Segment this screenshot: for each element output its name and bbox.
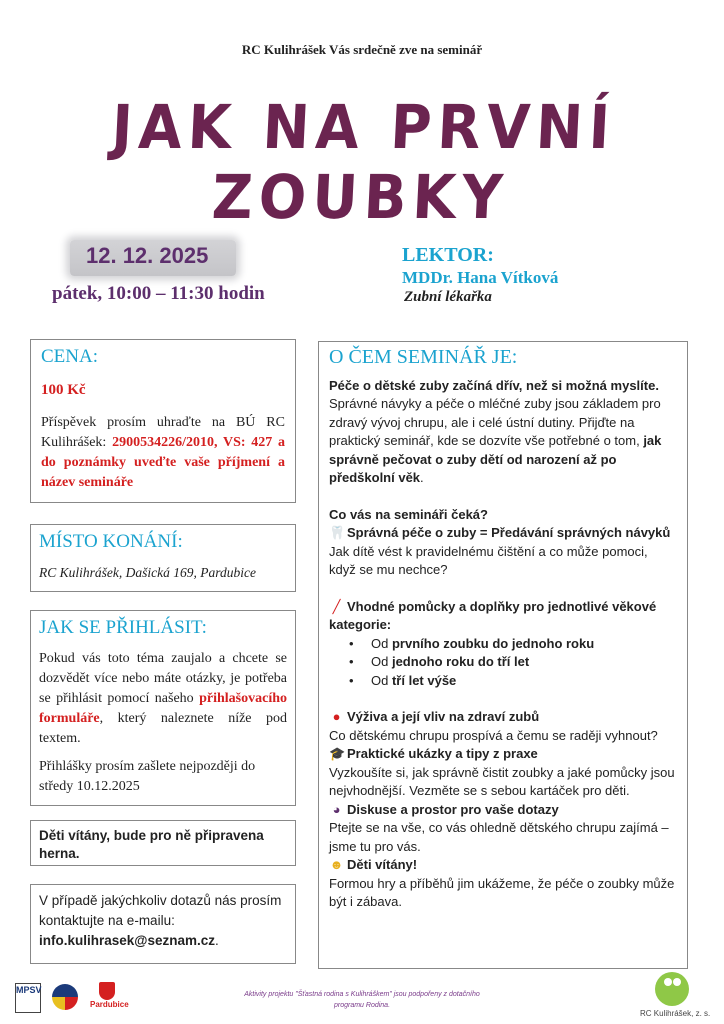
mpsv-logo: MPSV [15,983,41,1013]
partner-logo [52,984,78,1010]
section-3-title: Výživa a její vliv na zdraví zubů [347,709,540,724]
tooth-icon: 🦷 [329,525,346,540]
intro-bold: Péče o dětské zuby začíná dřív, než si možná myslíte. [329,377,659,393]
registration-text [39,649,287,749]
section-2-title: Vhodné pomůcky a doplňky pro jednotlivé věkové kategorie: [329,598,657,632]
payment-instructions: Příspěvek prosím uhraďte na BÚ RC Kulihrášek: [41,415,285,450]
kulihrasek-logo [652,972,692,1008]
baby-icon: ☻ [329,857,344,872]
list-item: • Od prvního zoubku do jednoho roku [349,635,677,654]
registration-form-link[interactable]: přihlašovacího formuláře [39,691,287,726]
children-welcome-box: Děti vítány, bude pro ně připravena herna. [30,820,296,866]
page-title: JAK NA PRVNÍ ZOUBKY [110,92,618,234]
seminar-intro [329,377,677,488]
section-5-text: Ptejte se na vše, co vás ohledně dětského chrupu zajímá – jsme tu pro vás. [329,820,669,854]
event-date: 12. 12. 2025 [86,243,209,268]
registration-intro: Pokud vás toto téma zaujalo a chcete se dozvědět více nebo máte otázky, je potřeba se přihlásit pomocí našeho [39,651,287,706]
pardubice-shield-icon [99,982,115,1000]
price-box [30,339,296,503]
price-value: 100 Kč [41,382,86,398]
lektor-label: LEKTOR: [402,244,494,266]
intro-text: Správné návyky a péče o mléčné zuby jsou základem pro zdravý vývoj chrupu, ale i celé ústní dutiny. Přijďte na praktický seminář, kde se dozvíte vše potřebné o tom, [329,396,661,448]
section-4-title: Praktické ukázky a tipy z praxe [347,746,538,761]
section-6-title: Děti vítány! [347,857,418,872]
kulihrasek-mascot-icon [655,972,689,1006]
kulihrasek-label: RC Kulihrášek, z. s. [640,1009,711,1018]
registration-deadline: Přihlášky prosím zašlete nejpozději do středy 10.12.2025 [39,759,256,794]
venue-address: RC Kulihrášek, Dašická 169, Pardubice [39,565,256,580]
invitation-line: RC Kulihrášek Vás srdečně zve na seminář [241,42,483,57]
intro-bold-2: jak správně pečovat o zuby dětí od narození až po předškolní věk [329,433,662,485]
lektor-role: Zubní lékařka [404,289,492,305]
section-1-text: Jak dítě vést k pravidelnému čištění a co může pomoci, když se mu nechce? [329,543,648,577]
toothbrush-icon: ╱ [332,598,341,614]
contact-box [30,884,296,964]
apple-icon: ● [332,709,341,724]
intro-end: . [420,470,424,485]
list-item: • Od jednoho roku do tří let [349,653,677,672]
section-4-text: Vyzkoušíte si, jak správně čistit zoubky a jaké pomůcky jsou nejvhodnější. Vezměte se s sebou kartáček pro děti. [329,764,675,798]
registration-outro: , který naleznete níže pod textem. [39,711,287,746]
event-time: pátek, 10:00 – 11:30 hodin [52,283,265,304]
price-title: CENA: [41,346,98,367]
footer-note: Aktivity projektu "Šťastná rodina s Kulihráškem" jsou podpořeny z dotačního programu Rodina. [244,991,480,1009]
list-item: • Od tří let výše [349,672,677,691]
seminar-box [318,341,688,969]
registration-title: JAK SE PŘIHLÁSIT: [39,617,207,638]
speaking-head-icon: ◕ [332,801,341,817]
graduation-cap-icon: 🎓 [329,746,346,761]
payment-text [41,413,285,493]
pardubice-logo [90,982,129,1016]
payment-account: 2900534226/2010, VS: 427 a do poznámky uveďte vaše příjmení a název semináře [41,435,285,490]
expect-heading: Co vás na semináři čeká? [329,506,488,522]
venue-title: MÍSTO KONÁNÍ: [39,531,183,552]
contact-email[interactable]: info.kulihrasek@seznam.cz [39,933,215,948]
age-list [329,635,677,691]
section-6-text: Formou hry a příběhů jim ukážeme, že péče o zoubky může být i zábava. [329,875,675,909]
pardubice-label: Pardubice [90,1000,129,1009]
section-3-text: Co dětskému chrupu prospívá a čemu se raději vyhnout? [329,727,658,743]
seminar-title: O ČEM SEMINÁŘ JE: [329,346,518,368]
venue-box [30,524,296,592]
section-1-title: Správná péče o zuby = Předávání správných návyků [347,525,671,540]
registration-box [30,610,296,806]
contact-text: V případě jakýchkoliv dotazů nás prosím kontaktujte na e-mailu: [39,893,282,928]
lektor-name: MDDr. Hana Vítková [402,268,559,287]
contact-period: . [214,933,219,948]
section-5-title: Diskuse a prostor pro vaše dotazy [347,801,559,817]
